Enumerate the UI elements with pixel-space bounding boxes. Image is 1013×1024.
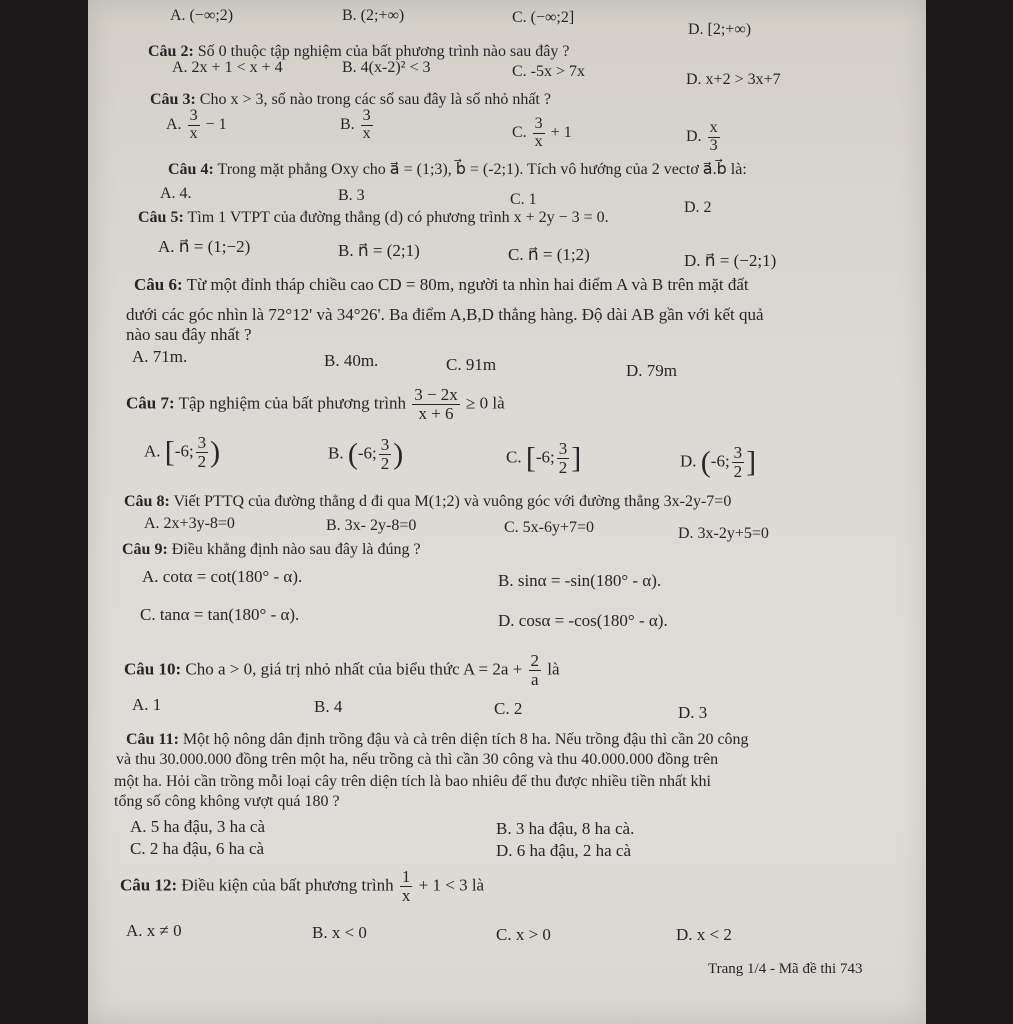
q3-option-b: B. $\frac{3}{x}$ [340,107,371,142]
q12-text: Điều kiện của bất phương trình [181,875,394,895]
q11-line-4: tổng số công không vượt quá 180 ? [114,793,340,810]
q5-option-c: C. n⃗ = (1;2) [508,245,590,264]
q2-option-b: B. 4(x-2)² < 3 [342,59,431,76]
q8-option-a: A. 2x+3y-8=0 [144,515,235,532]
q6-label: Câu 6: [134,275,183,294]
q5-label: Câu 5: [138,209,184,226]
q3-option-d: D. $\frac{x}{3}$ [686,119,718,154]
q10-option-d: D. 3 [678,703,708,722]
q11-text-1: Một hộ nông dân định trồng đậu và cà trên diện tích 8 ha. Nếu trồng đậu thì cần 20 công [182,731,749,748]
q2-text: Số 0 thuộc tập nghiệm của bất phương trình nào sau đây ? [197,43,570,60]
q2-option-d: D. x+2 > 3x+7 [686,71,781,88]
q9-stem [122,542,421,558]
q6-line-2: dưới các góc nhìn là 72°12' và 34°26'. Ba điểm A,B,D thẳng hàng. Độ dài AB gần với kết quả [126,305,764,324]
q9-label: Câu 9: [122,541,168,558]
exam-page [88,0,926,1024]
q4-option-d: D. 2 [684,199,712,216]
q8-stem [124,494,731,510]
q11-option-b: B. 3 ha đậu, 8 ha cà. [496,819,635,838]
q4-option-b: B. 3 [338,187,365,204]
q3-option-c: C. $\frac{3}{x}$ + 1 [512,115,572,150]
q9-option-c: C. tanα = tan(180° - α). [140,605,300,624]
q8-label: Câu 8: [124,493,170,510]
q6-option-a: A. 71m. [132,347,188,366]
q1-option-a: A. (−∞;2) [170,7,234,24]
q12-stem [120,868,484,905]
q11-option-a: A. 5 ha đậu, 3 ha cà [130,817,266,836]
q11-option-d: D. 6 ha đậu, 2 ha cà [496,841,632,860]
q3-label: Câu 3: [150,91,196,108]
q1-option-c: C. (−∞;2] [512,9,575,26]
q3-c-fraction: $\frac{3}{x}$ [534,115,543,150]
q3-stem [150,92,551,108]
q6-line-3: nào sau đây nhất ? [126,325,252,344]
q7-option-a: A. [-6; $\frac{3}{2}$ ) [144,433,221,471]
q5-option-d: D. n⃗ = (−2;1) [684,251,777,270]
q7-fraction: $\frac{3 - 2x}{x + 6}$ [414,385,458,423]
q12-label: Câu 12: [120,875,178,895]
q11-label: Câu 11: [126,731,179,748]
q5-option-a: A. n⃗ = (1;−2) [158,237,251,256]
q6-line-1 [134,276,749,293]
q2-stem [148,44,570,60]
q7-text: Tập nghiệm của bất phương trình [178,393,406,413]
q2-option-a: A. 2x + 1 < x + 4 [172,59,283,76]
q2-option-c: C. -5x > 7x [512,63,586,80]
q12-option-a: A. x ≠ 0 [126,921,182,940]
q2-label: Câu 2: [148,43,194,60]
q12-option-d: D. x < 2 [676,925,732,944]
q11-line-2: và thu 30.000.000 đồng trên một ha, nếu trồng cà thì cần 30 công và thu 40.000.000 đồng trên [116,751,719,768]
q12-option-c: C. x > 0 [496,925,551,944]
q1-option-d: D. [2;+∞) [688,21,752,38]
q7-tail: ≥ 0 là [466,393,505,413]
q10-label: Câu 10: [124,659,182,679]
q6-option-c: C. 91m [446,355,497,374]
q3-d-fraction: $\frac{x}{3}$ [709,119,718,154]
q10-text: Cho a > 0, giá trị nhỏ nhất của biểu thức [185,659,460,679]
q3-b-fraction: $\frac{3}{x}$ [362,107,371,142]
q4-label: Câu 4: [168,161,214,178]
q10-stem [124,652,560,689]
q10-tail: là [547,659,560,679]
q12-option-b: B. x < 0 [312,923,367,942]
q7-label: Câu 7: [126,393,175,413]
q4-option-c: C. 1 [510,191,537,208]
q1-option-b: B. (2;+∞) [342,7,405,24]
q10-option-c: C. 2 [494,699,523,718]
q7-option-b: B. (-6; $\frac{3}{2}$ ) [328,435,404,473]
q8-option-b: B. 3x- 2y-8=0 [326,517,417,534]
q3-text: Cho x > 3, số nào trong các số sau đây là số nhỏ nhất ? [199,91,551,108]
q9-text: Điều khẳng định nào sau đây là đúng ? [171,541,421,558]
q8-option-c: C. 5x-6y+7=0 [504,519,595,536]
q7-option-c: C. [-6; $\frac{3}{2}$ ] [506,439,582,477]
q4-text: Trong mặt phẳng Oxy cho a⃗ = (1;3), b⃗ = (-2;1). Tích vô hướng của 2 vectơ a⃗.b⃗ là: [217,161,747,178]
q11-line-1 [126,732,749,748]
q10-expression: A = 2a + [462,659,523,679]
q8-text: Viết PTTQ của đường thẳng d đi qua M(1;2) và vuông góc với đường thẳng 3x-2y-7=0 [173,493,732,510]
q6-option-d: D. 79m [626,361,677,380]
q6-text-1: Từ một đỉnh tháp chiều cao CD = 80m, người ta nhìn hai điểm A và B trên mặt đất [186,275,749,294]
q11-option-c: C. 2 ha đậu, 6 ha cà [130,839,265,858]
q10-fraction: $\frac{2}{a}$ [530,651,539,689]
q5-stem [138,210,609,226]
q4-stem [168,162,747,178]
q7-option-d: D. (-6; $\frac{3}{2}$ ] [680,443,757,481]
q5-text: Tìm 1 VTPT của đường thẳng (d) có phương trình x + 2y − 3 = 0. [187,209,609,226]
q9-option-a: A. cotα = cot(180° - α). [142,567,303,586]
q9-option-b: B. sinα = -sin(180° - α). [498,571,662,590]
q12-fraction: $\frac{1}{x}$ [401,867,411,905]
q11-line-3: một ha. Hỏi cần trồng mỗi loại cây trên diện tích là bao nhiêu để thu được nhiều tiền nhất khi [114,773,711,790]
q9-option-d: D. cosα = -cos(180° - α). [498,611,668,630]
q3-option-a: A. $\frac{3}{x}$ − 1 [166,107,227,142]
q10-option-b: B. 4 [314,697,343,716]
q10-option-a: A. 1 [132,695,162,714]
q4-option-a: A. 4. [160,185,192,202]
q8-option-d: D. 3x-2y+5=0 [678,525,769,542]
q6-option-b: B. 40m. [324,351,379,370]
q7-stem [126,386,505,423]
q5-option-b: B. n⃗ = (2;1) [338,241,420,260]
page-footer: Trang 1/4 - Mã đề thi 743 [708,961,863,977]
q3-a-fraction: $\frac{3}{x}$ [189,107,198,142]
q12-tail: + 1 < 3 là [418,875,485,895]
